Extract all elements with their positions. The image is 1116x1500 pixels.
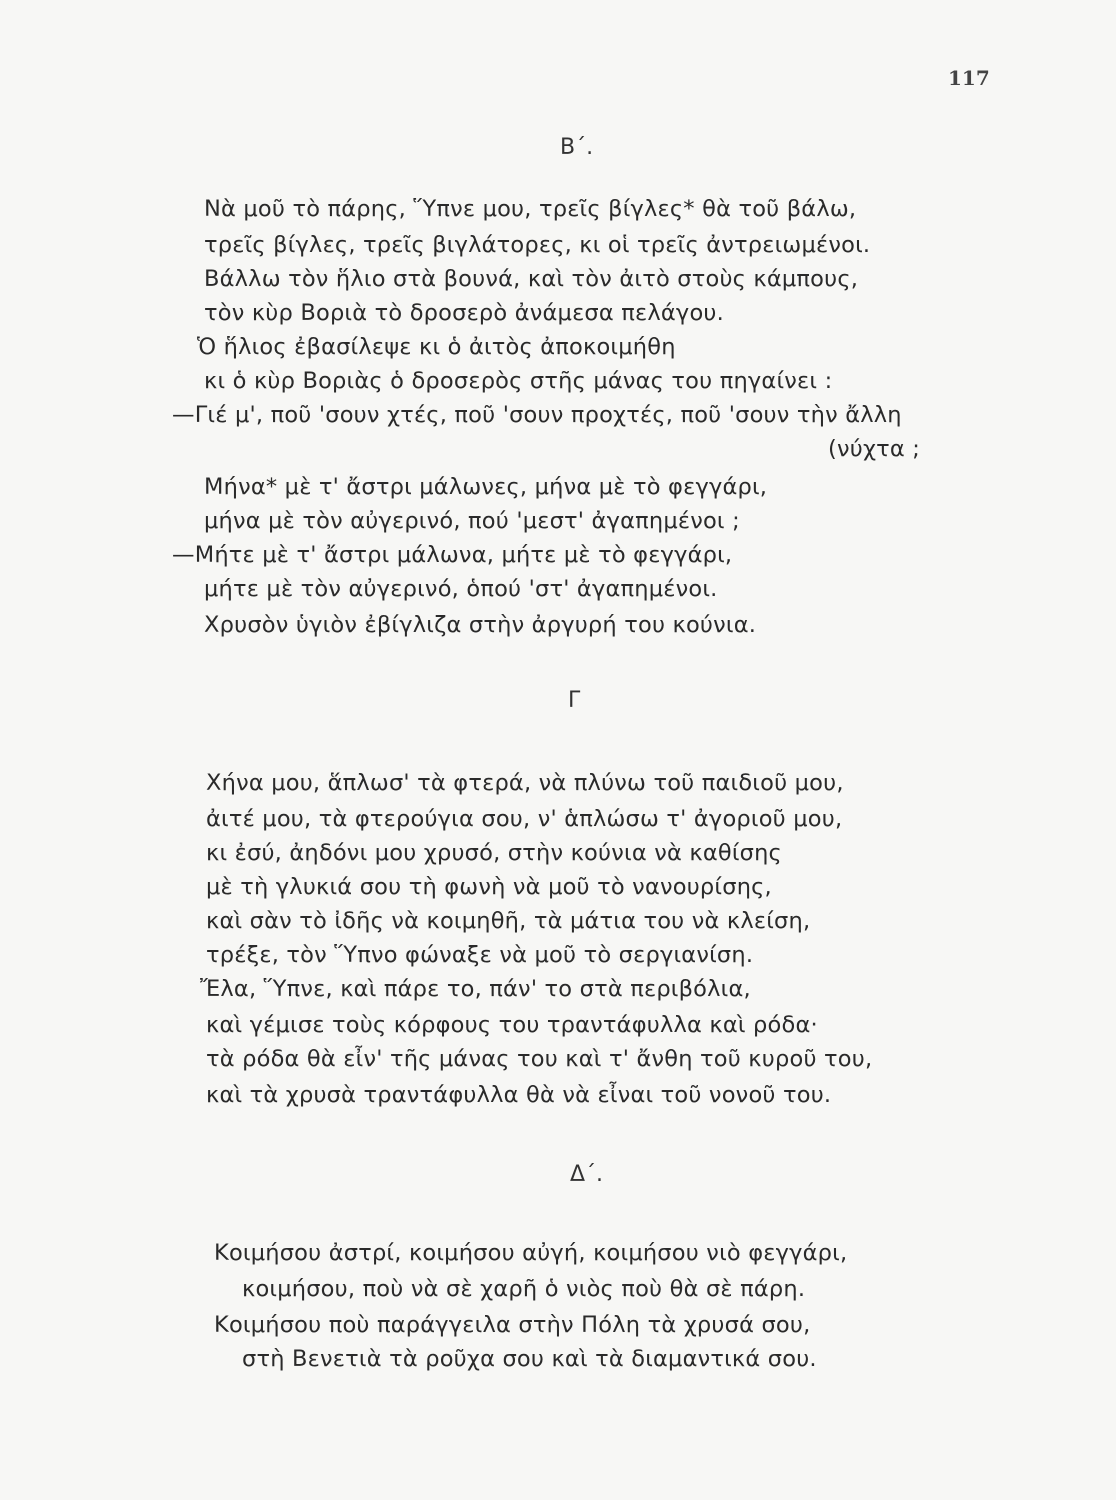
section-heading: Γ [568,688,581,713]
section-heading: Β΄. [560,135,594,160]
poem-line: Ἔλα, Ὕπνε, καὶ πάρε το, πάν' το στὰ περιβόλια, [200,976,751,1002]
poem-line: μὲ τὴ γλυκιά σου τὴ φωνὴ νὰ μοῦ τὸ νανουρίσης, [206,874,772,900]
section-heading: Δ΄. [570,1162,604,1187]
poem-line: τὸν κὺρ Βοριὰ τὸ δροσερὸ ἀνάμεσα πελάγου. [204,300,724,326]
poem-line: —Μήτε μὲ τ' ἄστρι μάλωνα, μήτε μὲ τὸ φεγγάρι, [172,542,733,568]
poem-line: καὶ γέμισε τοὺς κόρφους του τραντάφυλλα καὶ ρόδα· [206,1012,818,1038]
poem-line: τρεῖς βίγλες, τρεῖς βιγλάτορες, κι οἱ τρεῖς ἀντρειωμένοι. [204,232,871,258]
poem-line: Μήνα* μὲ τ' ἄστρι μάλωνες, μήνα μὲ τὸ φεγγάρι, [204,474,768,500]
poem-line: τρέξε, τὸν Ὕπνο φώναξε νὰ μοῦ τὸ σεργιανίση. [206,942,754,968]
poem-line: μήνα μὲ τὸν αὐγερινό, πού 'μεστ' ἀγαπημένοι ; [204,508,740,534]
poem-line: καὶ τὰ χρυσὰ τραντάφυλλα θὰ νὰ εἶναι τοῦ νονοῦ του. [206,1082,832,1108]
poem-line: κι ὁ κὺρ Βοριὰς ὁ δροσερὸς στῆς μάνας του πηγαίνει : [204,368,833,394]
poem-line-continuation: (νύχτα ; [828,436,921,462]
page-number: 117 [948,66,990,90]
poem-line: Κοιμήσου ἀστρί, κοιμήσου αὐγή, κοιμήσου νιὸ φεγγάρι, [214,1240,848,1266]
poem-line: τὰ ρόδα θὰ εἶν' τῆς μάνας του καὶ τ' ἄνθη τοῦ κυροῦ του, [206,1046,873,1072]
poem-line: Χρυσὸν ὑγιὸν ἐβίγλιζα στὴν ἀργυρή του κούνια. [204,612,757,638]
poem-line: Νὰ μοῦ τὸ πάρης, Ὕπνε μου, τρεῖς βίγλες* θὰ τοῦ βάλω, [204,196,857,222]
poem-line: καὶ σὰν τὸ ἰδῆς νὰ κοιμηθῆ, τὰ μάτια του νὰ κλείση, [206,908,811,934]
poem-line: στὴ Βενετιὰ τὰ ροῦχα σου καὶ τὰ διαμαντικά σου. [242,1346,817,1372]
poem-line: Κοιμήσου ποὺ παράγγειλα στὴν Πόλη τὰ χρυσά σου, [214,1312,811,1338]
poem-line: Ὁ ἥλιος ἐβασίλεψε κι ὁ ἀιτὸς ἀποκοιμήθη [197,334,676,360]
poem-line: κι ἐσύ, ἀηδόνι μου χρυσό, στὴν κούνια νὰ καθίσης [206,840,782,866]
poem-line: Χήνα μου, ἅπλωσ' τὰ φτερά, νὰ πλύνω τοῦ παιδιοῦ μου, [206,770,844,796]
poem-line: κοιμήσου, ποὺ νὰ σὲ χαρῆ ὁ νιὸς ποὺ θὰ σὲ πάρη. [242,1276,806,1302]
poem-line: μήτε μὲ τὸν αὐγερινό, ὁπού 'στ' ἀγαπημένοι. [204,576,718,602]
poem-line: —Γιέ μ', ποῦ 'σουν χτές, ποῦ 'σουν προχτές, ποῦ 'σουν τὴν ἄλλη [172,402,902,428]
poem-line: ἀιτέ μου, τὰ φτερούγια σου, ν' ἁπλώσω τ' ἀγοριοῦ μου, [206,806,843,832]
poem-line: Βάλλω τὸν ἥλιο στὰ βουνά, καὶ τὸν ἀιτὸ στοὺς κάμπους, [204,266,859,292]
